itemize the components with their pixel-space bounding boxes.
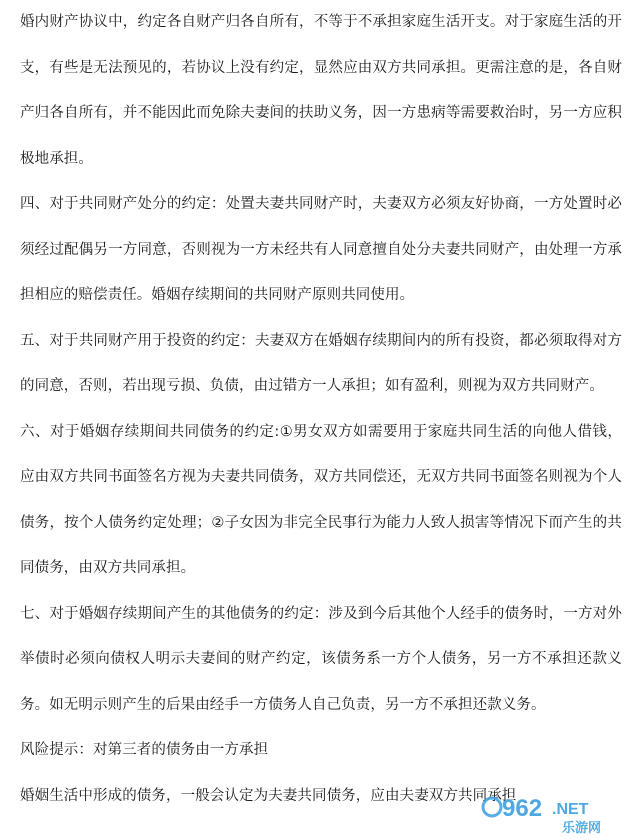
paragraph-clause-6: 六、对于婚姻存续期间共同债务的约定:①男女双方如需要用于家庭共同生活的向他人借钱，应由双方共同书面签名方视为夫妻共同债务，双方共同偿还，无双方共同书面签名则视为个人债务，按个人债务约定处理；②子女因为非完全民事行为能力人致人损害等情况下而产生的共同债务，由双方共同承担。 bbox=[20, 423, 622, 576]
paragraph-clause-5: 五、对于共同财产用于投资的约定：夫妻双方在婚姻存续期间内的所有投资，都必须取得对方的同意，否则，若出现亏损、负债，由过错方一人承担；如有盈利，则视为双方共同财产。 bbox=[20, 332, 622, 394]
svg-text:.NET: .NET bbox=[552, 801, 589, 818]
risk-notice: 风险提示：对第三者的债务由一方承担 bbox=[20, 742, 269, 758]
svg-text:乐游网: 乐游网 bbox=[562, 821, 602, 836]
paragraph-debt: 婚姻生活中形成的债务，一般会认定为夫妻共同债务，应由夫妻双方共同承担 bbox=[20, 787, 517, 804]
paragraph-clause-7: 七、对于婚姻存续期间产生的其他债务的约定：涉及到今后其他个人经手的债务时，一方对外举债时必须向债权人明示夫妻间的财产约定，该债务系一方个人债务，另一方不承担还款义务。如无明示则产生的后果由经手一方债务人自己负责，另一方不承担还款义务。 bbox=[20, 605, 622, 713]
paragraph-clause-4: 四、对于共同财产处分的约定：处置夫妻共同财产时，夫妻双方必须友好协商，一方处置时必须经过配偶另一方同意，否则视为一方未经共有人同意擅自处分夫妻共同财产，由处理一方承担相应的赔偿责任。婚姻存续期间的共同财产原则共同使用。 bbox=[20, 196, 622, 303]
svg-text:962: 962 bbox=[502, 795, 543, 822]
paragraph-separate-property: 婚内财产协议中，约定各自财产归各自所有，不等于不承担家庭生活开支。对于家庭生活的开支，有些是无法预见的，若协议上没有约定，显然应由双方共同承担。更需注意的是，各自财产归各自所有，并不能因此而免除夫妻间的扶助义务，因一方患病等需要救治时，另一方应积极地承担。 bbox=[20, 14, 622, 167]
